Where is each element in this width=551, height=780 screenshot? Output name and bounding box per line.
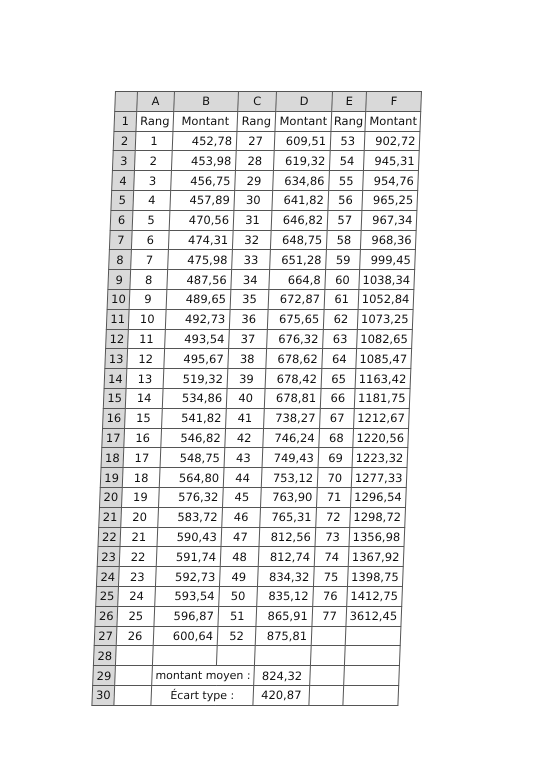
sheet-row [96, 567, 403, 587]
rank-cell[interactable]: 44 [223, 468, 262, 488]
stdev-value[interactable]: 420,87 [253, 685, 310, 705]
amount-cell[interactable]: 470,56 [169, 210, 234, 230]
rank-cell[interactable]: 75 [313, 567, 348, 587]
rank-cell[interactable]: 19 [122, 487, 160, 507]
amount-cell[interactable]: 1085,47 [356, 349, 412, 369]
amount-cell[interactable]: 1212,67 [354, 408, 410, 428]
rank-cell[interactable]: 32 [232, 230, 271, 250]
row-header-25[interactable]: 25 [96, 586, 119, 606]
rank-cell[interactable]: 12 [127, 349, 165, 369]
empty-cell[interactable] [115, 666, 153, 686]
amount-cell[interactable]: 676,32 [267, 329, 324, 349]
sheet-row [101, 448, 408, 468]
rank-cell[interactable]: 56 [328, 190, 363, 210]
amount-cell[interactable]: 541,82 [162, 408, 227, 428]
amount-cell[interactable]: 492,73 [165, 309, 230, 329]
rank-cell[interactable]: 34 [231, 270, 270, 290]
empty-cell[interactable] [344, 666, 400, 686]
empty-cell[interactable] [345, 646, 401, 666]
header-cell[interactable]: Montant [173, 111, 238, 131]
rank-cell[interactable]: 39 [227, 369, 266, 389]
amount-cell[interactable]: 1367,92 [349, 547, 405, 567]
row-header-8[interactable]: 8 [109, 250, 132, 270]
rank-cell[interactable]: 66 [320, 388, 355, 408]
empty-cell[interactable] [216, 646, 255, 666]
rank-cell[interactable]: 7 [131, 250, 169, 270]
header-cell[interactable]: Rang [237, 111, 276, 131]
sheet-row [96, 586, 403, 606]
amount-cell[interactable]: 1296,54 [351, 487, 407, 507]
sheet-row [114, 111, 421, 131]
sheet-row [109, 230, 416, 250]
amount-cell[interactable]: 812,56 [259, 527, 316, 547]
amount-cell[interactable]: 678,62 [266, 349, 323, 369]
row-header-29[interactable]: 29 [93, 666, 116, 686]
sheet-row [94, 626, 401, 646]
sheet-row [95, 606, 402, 626]
amount-cell[interactable]: 1220,56 [353, 428, 409, 448]
rank-cell[interactable]: 9 [129, 289, 167, 309]
rank-cell[interactable]: 77 [312, 606, 347, 626]
rank-cell[interactable]: 61 [324, 289, 359, 309]
empty-cell[interactable] [152, 646, 217, 666]
rank-cell[interactable]: 28 [235, 151, 274, 171]
amount-cell[interactable]: 489,65 [166, 289, 231, 309]
amount-cell[interactable]: 678,42 [265, 369, 322, 389]
column-header-a[interactable]: A [137, 92, 175, 112]
sheet-row [97, 547, 404, 567]
rank-cell[interactable]: 59 [326, 250, 361, 270]
empty-cell[interactable] [115, 646, 153, 666]
amount-cell[interactable]: 1223,32 [352, 448, 408, 468]
empty-cell[interactable] [309, 685, 344, 705]
rank-cell[interactable]: 57 [327, 210, 362, 230]
header-cell[interactable]: Montant [275, 111, 332, 131]
rank-cell[interactable]: 18 [122, 468, 160, 488]
rank-cell[interactable]: 27 [236, 131, 275, 151]
amount-cell[interactable]: 474,31 [168, 230, 233, 250]
row-header-9[interactable]: 9 [108, 270, 131, 290]
rank-cell[interactable]: 52 [217, 626, 256, 646]
amount-cell[interactable]: 902,72 [365, 131, 421, 151]
rank-cell[interactable]: 24 [118, 586, 156, 606]
rank-cell[interactable]: 58 [326, 230, 361, 250]
sheet-row [112, 151, 419, 171]
rank-cell[interactable]: 37 [229, 329, 268, 349]
rank-cell[interactable] [311, 626, 346, 646]
rank-cell[interactable]: 11 [128, 329, 166, 349]
row-header-15[interactable]: 15 [103, 388, 126, 408]
rank-cell[interactable]: 50 [219, 586, 258, 606]
spreadsheet [91, 91, 465, 706]
amount-cell[interactable]: 875,81 [255, 626, 312, 646]
sheet-row [106, 309, 413, 329]
amount-cell[interactable]: 1356,98 [349, 527, 405, 547]
row-header-5[interactable]: 5 [111, 190, 134, 210]
amount-cell[interactable]: 1073,25 [358, 309, 414, 329]
amount-cell[interactable]: 746,24 [263, 428, 320, 448]
row-header-22[interactable]: 22 [98, 527, 121, 547]
row-header-20[interactable]: 20 [100, 487, 123, 507]
row-header-2[interactable]: 2 [113, 131, 136, 151]
rank-cell[interactable]: 13 [126, 369, 164, 389]
amount-cell[interactable]: 564,80 [159, 468, 224, 488]
rank-cell[interactable]: 49 [219, 567, 258, 587]
amount-cell[interactable]: 495,67 [164, 349, 229, 369]
amount-cell[interactable]: 548,75 [160, 448, 225, 468]
sheet-row [100, 468, 407, 488]
rank-cell[interactable]: 68 [319, 428, 354, 448]
rank-cell[interactable]: 70 [317, 468, 352, 488]
column-header-f[interactable]: F [366, 92, 422, 112]
amount-cell[interactable]: 590,43 [157, 527, 222, 547]
rank-cell[interactable]: 23 [118, 567, 156, 587]
sheet-row [107, 289, 414, 309]
rank-cell[interactable]: 5 [132, 210, 170, 230]
amount-cell[interactable]: 456,75 [171, 171, 236, 191]
rank-cell[interactable]: 43 [224, 448, 263, 468]
rank-cell[interactable]: 54 [329, 151, 364, 171]
row-header-26[interactable]: 26 [95, 606, 118, 626]
rank-cell[interactable]: 33 [232, 250, 271, 270]
amount-cell[interactable] [346, 626, 402, 646]
row-header-10[interactable]: 10 [107, 289, 130, 309]
amount-cell[interactable]: 583,72 [158, 507, 223, 527]
select-all-corner[interactable] [115, 92, 138, 112]
amount-cell[interactable]: 678,81 [264, 388, 321, 408]
amount-cell[interactable]: 835,12 [257, 586, 314, 606]
rank-cell[interactable]: 48 [220, 547, 259, 567]
empty-cell[interactable] [114, 685, 152, 705]
rank-cell[interactable]: 41 [226, 408, 265, 428]
rank-cell[interactable]: 2 [134, 151, 172, 171]
rank-cell[interactable]: 46 [222, 507, 261, 527]
rank-cell[interactable]: 17 [123, 448, 161, 468]
amount-cell[interactable]: 1412,75 [347, 586, 403, 606]
rank-cell[interactable]: 10 [128, 309, 166, 329]
rank-cell[interactable]: 20 [121, 507, 159, 527]
amount-cell[interactable]: 593,54 [155, 586, 220, 606]
amount-cell[interactable]: 749,43 [262, 448, 319, 468]
row-header-21[interactable]: 21 [99, 507, 122, 527]
empty-cell[interactable] [254, 646, 311, 666]
amount-cell[interactable]: 675,65 [267, 309, 324, 329]
sheet-row [98, 527, 405, 547]
rank-cell[interactable]: 42 [225, 428, 264, 448]
rank-cell[interactable]: 55 [329, 171, 364, 191]
sheet-row [99, 507, 406, 527]
amount-cell[interactable]: 519,32 [163, 369, 228, 389]
rank-cell[interactable]: 30 [234, 190, 273, 210]
header-cell[interactable]: Rang [136, 111, 174, 131]
amount-cell[interactable]: 452,78 [172, 131, 237, 151]
rank-cell[interactable]: 21 [120, 527, 158, 547]
amount-cell[interactable]: 493,54 [165, 329, 230, 349]
amount-cell[interactable]: 865,91 [256, 606, 313, 626]
amount-cell[interactable]: 453,98 [171, 151, 236, 171]
amount-cell[interactable]: 475,98 [168, 250, 233, 270]
rank-cell[interactable]: 73 [315, 527, 350, 547]
amount-cell[interactable]: 592,73 [155, 567, 220, 587]
amount-cell[interactable]: 954,76 [363, 171, 419, 191]
sheet-row [103, 388, 410, 408]
column-header-c[interactable]: C [238, 92, 277, 112]
amount-cell[interactable]: 1082,65 [357, 329, 413, 349]
empty-cell[interactable] [343, 685, 399, 705]
sheet-row [109, 250, 416, 270]
amount-cell[interactable]: 609,51 [274, 131, 331, 151]
amount-cell[interactable]: 576,32 [159, 487, 224, 507]
header-cell[interactable]: Rang [331, 111, 366, 131]
amount-cell[interactable]: 664,8 [269, 270, 326, 290]
amount-cell[interactable]: 619,32 [273, 151, 330, 171]
rank-cell[interactable]: 53 [330, 131, 365, 151]
rank-cell[interactable]: 64 [322, 349, 357, 369]
row-header-17[interactable]: 17 [102, 428, 125, 448]
amount-cell[interactable]: 1038,34 [359, 270, 415, 290]
sheet-row [110, 210, 417, 230]
sheet-row [111, 190, 418, 210]
amount-cell[interactable]: 812,74 [258, 547, 315, 567]
row-header-14[interactable]: 14 [104, 369, 127, 389]
amount-cell[interactable]: 3612,45 [346, 606, 402, 626]
amount-cell[interactable]: 1298,72 [350, 507, 406, 527]
amount-cell[interactable]: 967,34 [362, 210, 418, 230]
rank-cell[interactable]: 26 [116, 626, 154, 646]
rank-cell[interactable]: 74 [314, 547, 349, 567]
rank-cell[interactable]: 31 [233, 210, 272, 230]
sheet-row [100, 487, 407, 507]
row-header-30[interactable]: 30 [92, 685, 115, 705]
row-header-6[interactable]: 6 [110, 210, 133, 230]
row-header-13[interactable]: 13 [105, 349, 128, 369]
amount-cell[interactable]: 968,36 [361, 230, 417, 250]
sheet-row [106, 329, 413, 349]
amount-cell[interactable]: 596,87 [154, 606, 219, 626]
rank-cell[interactable]: 71 [317, 487, 352, 507]
rank-cell[interactable]: 4 [133, 190, 171, 210]
rank-cell[interactable]: 36 [229, 309, 268, 329]
mean-label[interactable]: montant moyen : [152, 666, 255, 686]
column-header-row [115, 92, 422, 112]
amount-cell[interactable]: 999,45 [360, 250, 416, 270]
column-header-b[interactable]: B [174, 92, 239, 112]
rank-cell[interactable]: 67 [320, 408, 355, 428]
rank-cell[interactable]: 76 [313, 586, 348, 606]
sheet-row [103, 408, 410, 428]
row-header-19[interactable]: 19 [100, 468, 123, 488]
rank-cell[interactable]: 25 [117, 606, 155, 626]
row-header-16[interactable]: 16 [103, 408, 126, 428]
rank-cell[interactable]: 51 [218, 606, 257, 626]
rank-cell[interactable]: 72 [316, 507, 351, 527]
row-header-12[interactable]: 12 [106, 329, 129, 349]
amount-cell[interactable]: 765,31 [260, 507, 317, 527]
column-header-d[interactable]: D [276, 92, 333, 112]
amount-cell[interactable]: 1163,42 [355, 369, 411, 389]
mean-value[interactable]: 824,32 [254, 666, 311, 686]
rank-cell[interactable]: 38 [228, 349, 267, 369]
sheet-row [108, 270, 415, 290]
spreadsheet-table [91, 91, 422, 706]
amount-cell[interactable]: 945,31 [364, 151, 420, 171]
sheet-row [92, 685, 399, 705]
rank-cell[interactable]: 62 [323, 309, 358, 329]
amount-cell[interactable]: 634,86 [273, 171, 330, 191]
rank-cell[interactable]: 1 [135, 131, 173, 151]
rank-cell[interactable]: 6 [131, 230, 169, 250]
rank-cell[interactable]: 45 [223, 487, 262, 507]
row-header-23[interactable]: 23 [97, 547, 120, 567]
sheet-row [93, 646, 400, 666]
row-header-24[interactable]: 24 [96, 567, 119, 587]
row-header-3[interactable]: 3 [112, 151, 135, 171]
sheet-row [104, 369, 411, 389]
stdev-label[interactable]: Écart type : [151, 685, 254, 705]
empty-cell[interactable] [310, 646, 345, 666]
rank-cell[interactable]: 35 [230, 289, 269, 309]
row-header-11[interactable]: 11 [106, 309, 129, 329]
rank-cell[interactable]: 69 [318, 448, 353, 468]
amount-cell[interactable]: 534,86 [162, 388, 227, 408]
amount-cell[interactable]: 457,89 [170, 190, 235, 210]
sheet-row [113, 131, 420, 151]
amount-cell[interactable]: 648,75 [270, 230, 327, 250]
amount-cell[interactable]: 646,82 [271, 210, 328, 230]
amount-cell[interactable]: 1277,33 [352, 468, 408, 488]
amount-cell[interactable]: 834,32 [257, 567, 314, 587]
rank-cell[interactable]: 29 [235, 171, 274, 191]
amount-cell[interactable]: 763,90 [261, 487, 318, 507]
amount-cell[interactable]: 600,64 [153, 626, 218, 646]
empty-cell[interactable] [310, 666, 345, 686]
amount-cell[interactable]: 1181,75 [355, 388, 411, 408]
sheet-row [105, 349, 412, 369]
amount-cell[interactable]: 1052,84 [358, 289, 414, 309]
rank-cell[interactable]: 3 [134, 171, 172, 191]
rank-cell[interactable]: 16 [124, 428, 162, 448]
row-header-7[interactable]: 7 [109, 230, 132, 250]
rank-cell[interactable]: 15 [125, 408, 163, 428]
amount-cell[interactable]: 965,25 [362, 190, 418, 210]
amount-cell[interactable]: 651,28 [270, 250, 327, 270]
rank-cell[interactable]: 63 [323, 329, 358, 349]
rank-cell[interactable]: 22 [119, 547, 157, 567]
amount-cell[interactable]: 1398,75 [348, 567, 404, 587]
amount-cell[interactable]: 672,87 [268, 289, 325, 309]
sheet-row [102, 428, 409, 448]
rank-cell[interactable]: 60 [325, 270, 360, 290]
rank-cell[interactable]: 40 [226, 388, 265, 408]
header-cell[interactable]: Montant [365, 111, 421, 131]
row-header-18[interactable]: 18 [101, 448, 124, 468]
row-header-4[interactable]: 4 [112, 171, 135, 191]
row-header-1[interactable]: 1 [114, 111, 137, 131]
row-header-28[interactable]: 28 [93, 646, 116, 666]
amount-cell[interactable]: 753,12 [261, 468, 318, 488]
amount-cell[interactable]: 546,82 [161, 428, 226, 448]
amount-cell[interactable]: 738,27 [264, 408, 321, 428]
row-header-27[interactable]: 27 [94, 626, 117, 646]
rank-cell[interactable]: 14 [125, 388, 163, 408]
rank-cell[interactable]: 47 [221, 527, 260, 547]
rank-cell[interactable]: 8 [130, 270, 168, 290]
column-header-e[interactable]: E [332, 92, 367, 112]
amount-cell[interactable]: 591,74 [156, 547, 221, 567]
amount-cell[interactable]: 487,56 [167, 270, 232, 290]
amount-cell[interactable]: 641,82 [272, 190, 329, 210]
sheet-row [93, 666, 400, 686]
sheet-row [112, 171, 419, 191]
rank-cell[interactable]: 65 [321, 369, 356, 389]
